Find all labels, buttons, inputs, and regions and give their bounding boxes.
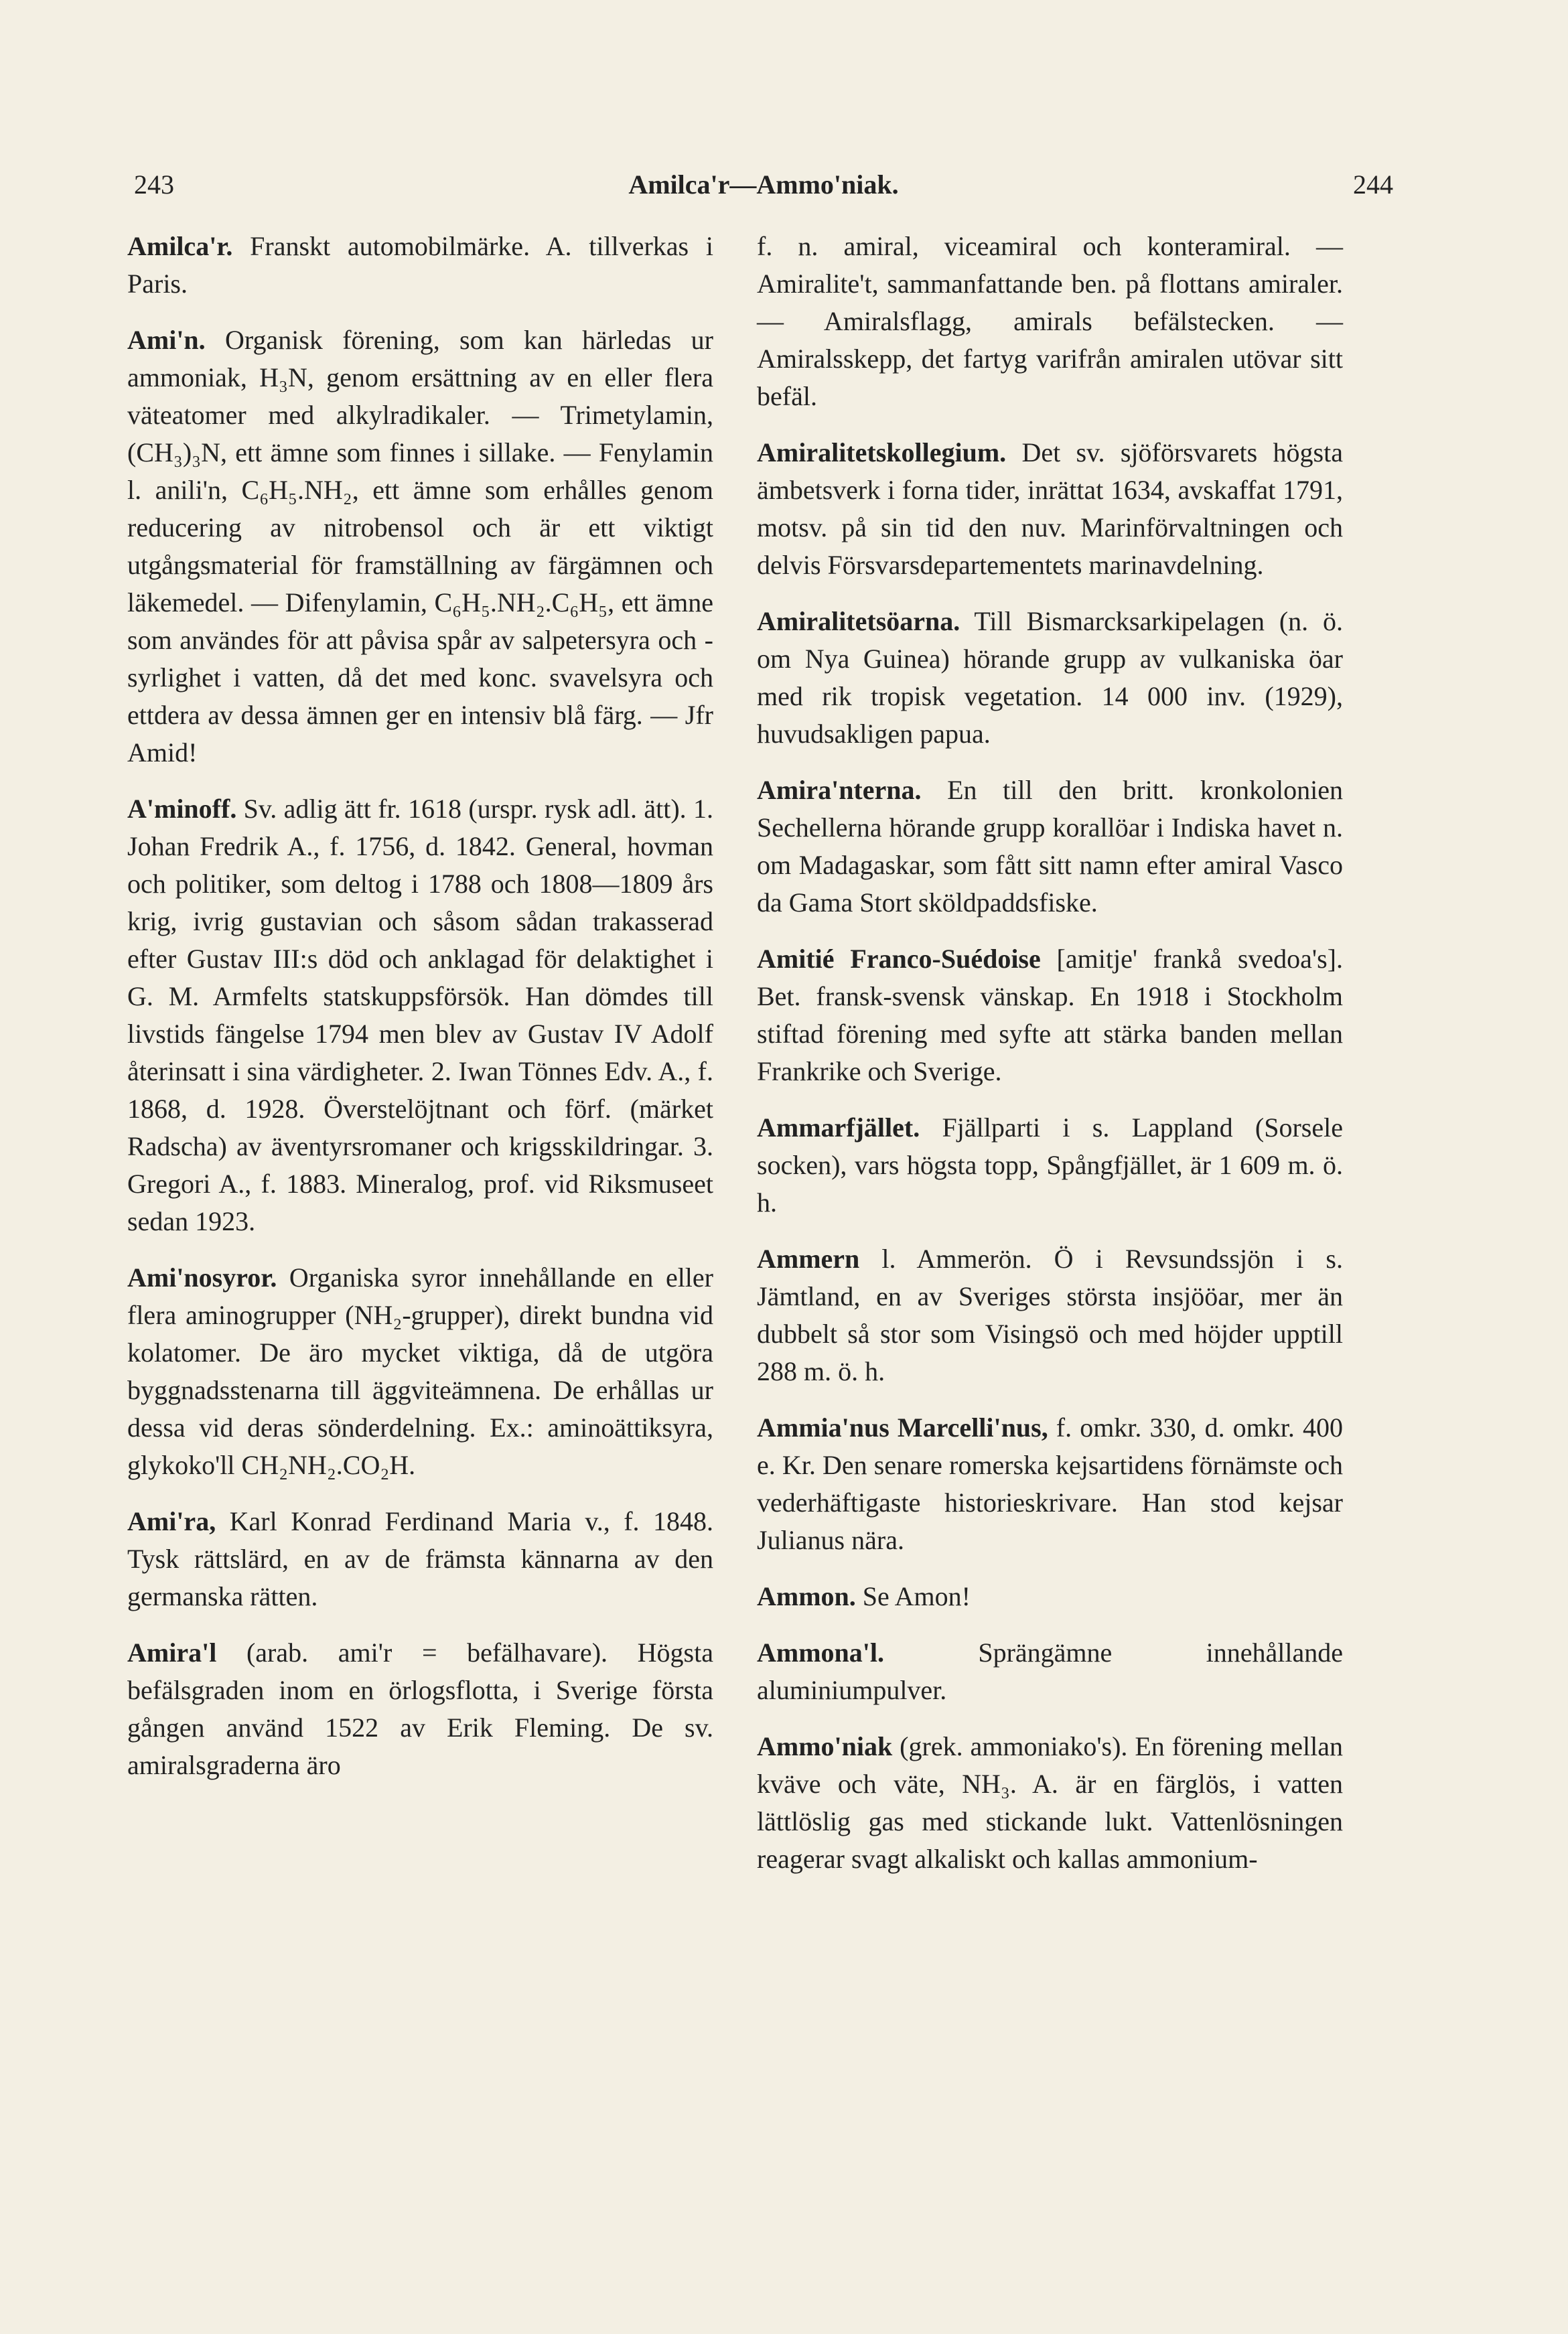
entry-amiral-continued (757, 228, 1343, 415)
entry-headword: Ami'ra, (127, 1506, 216, 1536)
entry-headword: Ami'n. (127, 325, 206, 355)
entry-amiral (127, 1634, 713, 1784)
entry-ammoniak (757, 1728, 1343, 1878)
entry-text: En till den britt. kronkolonien Sechellerna hörande grupp korallöar i Indiska havet n. om Madagaskar, som fått sitt namn efter amiral Vasco da Gama Stort sköldpaddsfiske. (757, 775, 1343, 918)
entry-headword: Amiralitetsöarna. (757, 606, 960, 636)
entry-text: [amitje' frankå svedoa's]. Bet. fransk-svensk vänskap. En 1918 i Stockholm stiftad förening med syfte att stärka banden mellan Frankrike och Sverige. (757, 944, 1343, 1086)
entry-ammonal (757, 1634, 1343, 1709)
entry-ammern (757, 1240, 1343, 1390)
entry-headword: Ammern (757, 1244, 860, 1274)
entry-text: f. n. amiral, viceamiral och konteramiral. — Amiralite't, sammanfattande ben. på flottans amiraler. — Amiralsflagg, amirals befälstecken. — Amiralsskepp, det fartyg varifrån amiralen utövar sitt befäl. (757, 231, 1343, 411)
page-header (134, 169, 1393, 216)
entry-headword: A'minoff. (127, 794, 237, 824)
running-head: Amilca'r—Ammo'niak. (628, 169, 899, 200)
entry-amiranterna (757, 772, 1343, 922)
entry-text: Det sv. sjöförsvarets högsta ämbetsverk i forna tider, inrättat 1634, avskaffat 1791, motsv. på sin tid den nuv. Marinförvaltningen och delvis Försvarsdepartementets marinavdelning. (757, 437, 1343, 580)
entry-ammon (757, 1578, 1343, 1615)
entry-amiralitetskollegium (757, 434, 1343, 584)
entry-ammianus-marcellinus (757, 1409, 1343, 1559)
entry-text: Sv. adlig ätt fr. 1618 (urspr. rysk adl. ätt). 1. Johan Fredrik A., f. 1756, d. 1842. General, hovman och politiker, som deltog i 1788 och 1808—1809 års krig, ivrig gustavian och såsom sådan trakasserad efter Gustav III:s död och anklagad för delaktighet i G. M. Armfelts statskuppsförsök. Han dömdes till livstids fängelse 1794 men blev av Gustav IV Adolf återinsatt i sina värdigheter. 2. Iwan Tönnes Edv. A., f. 1868, d. 1928. Överstelöjtnant och förf. (märket Radscha) av äventyrsromaner och krigsskildringar. 3. Gregori A., f. 1883. Mineralog, prof. vid Riksmuseet sedan 1923. (127, 794, 713, 1236)
entry-text: Se Amon! (855, 1581, 971, 1611)
entry-amira (127, 1503, 713, 1615)
entry-headword: Amiralitetskollegium. (757, 437, 1007, 467)
entry-text: (arab. ami'r = befälhavare). Högsta befälsgraden inom en örlogsflotta, i Sverige första gången använd 1522 av Erik Fleming. De sv. amiralsgraderna äro (127, 1637, 713, 1780)
entry-text: l. Ammerön. Ö i Revsundssjön i s. Jämtland, en av Sveriges största insjööar, mer än dubbelt så stor som Visingsö och med höjder upptill 288 m. ö. h. (757, 1244, 1343, 1386)
entry-text: Till Bismarcksarkipelagen (n. ö. om Nya Guinea) hörande grupp av vulkaniska öar med rik tropisk vegetation. 14 000 inv. (1929), huvudsakligen papua. (757, 606, 1343, 749)
entry-ammarfjallet (757, 1109, 1343, 1222)
right-column (757, 228, 1343, 1897)
entry-headword: Amira'nterna. (757, 775, 922, 805)
page-number-left: 243 (134, 169, 174, 200)
entry-text: Fjällparti i s. Lappland (Sorsele socken), vars högsta topp, Spångfjället, är 1 609 m. ö. h. (757, 1112, 1343, 1218)
entry-text: Karl Konrad Ferdinand Maria v., f. 1848. Tysk rättslärd, en av de främsta kännarna av den germanska rätten. (127, 1506, 713, 1611)
entry-text: Organisk förening, som kan härledas ur ammoniak, H₃N, genom ersättning av en eller flera väteatomer med alkylradikaler. — Trimetylamin, (CH₃)₃N, ett ämne som finnes i sillake. — Fenylamin l. anili'n, C₆H₅.NH₂, ett ämne som erhålles genom reducering av nitrobensol och är ett viktigt utgångsmaterial för framställning av färgämnen och läkemedel. — Difenylamin, C₆H₅.NH₂.C₆H₅, ett ämne som användes för att påvisa spår av salpetersyra och -syrlighet i vatten, då det med konc. svavelsyra och ettdera av dessa ämnen ger en intensiv blå färg. — Jfr Amid! (127, 325, 713, 768)
entry-headword: Amitié Franco-Suédoise (757, 944, 1041, 974)
entry-text: f. omkr. 330, d. omkr. 400 e. Kr. Den senare romerska kejsartidens förnämste och vederhäftigaste historieskrivare. Han stod kejsar Julianus nära. (757, 1412, 1343, 1555)
entry-amiralitetsoarna (757, 603, 1343, 753)
entry-headword: Ammarfjället. (757, 1112, 920, 1143)
entry-headword: Ammona'l. (757, 1637, 884, 1668)
entry-headword: Ammon. (757, 1581, 856, 1611)
entry-headword: Ammo'niak (757, 1731, 893, 1761)
entry-amitie-franco-suedoise (757, 940, 1343, 1090)
entry-text: Franskt automobilmärke. A. tillverkas i Paris. (127, 231, 713, 299)
entry-headword: Ammia'nus Marcelli'nus, (757, 1412, 1048, 1443)
entry-headword: Ami'nosyror. (127, 1262, 277, 1293)
entry-headword: Amilca'r. (127, 231, 233, 261)
entry-amilcar (127, 228, 713, 303)
entry-amin (127, 321, 713, 772)
entry-text: Organiska syror innehållande en eller flera aminogrupper (NH₂-grupper), direkt bundna vid kolatomer. De äro mycket viktiga, då de utgöra byggnadsstenarna till äggviteämnena. De erhållas ur dessa vid deras sönderdelning. Ex.: aminoättiksyra, glykoko'll CH₂NH₂.CO₂H. (127, 1262, 713, 1480)
left-column (127, 228, 713, 1803)
entry-aminosyror (127, 1259, 713, 1484)
entry-aminoff (127, 790, 713, 1240)
entry-text: (grek. ammoniako's). En förening mellan kväve och väte, NH₃. A. är en färglös, i vatten lättlöslig gas med stickande lukt. Vattenlösningen reagerar svagt alkaliskt och kallas ammonium- (757, 1731, 1343, 1874)
page-number-right: 244 (1353, 169, 1393, 200)
entry-text: Sprängämne innehållande aluminiumpulver. (757, 1637, 1343, 1705)
entry-headword: Amira'l (127, 1637, 217, 1668)
